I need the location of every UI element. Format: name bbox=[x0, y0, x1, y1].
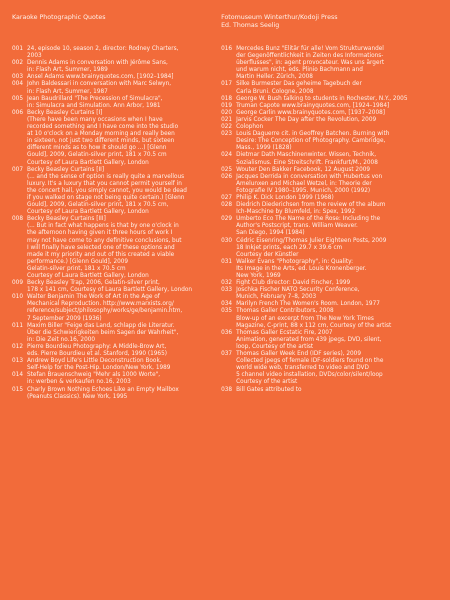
entry-number: 022 bbox=[221, 124, 233, 131]
entry-text: Silke Burmester Das geheime Tagebuch der Carla Bruni. Cologne, 2008 bbox=[236, 81, 362, 95]
entry bbox=[221, 96, 438, 103]
entry-text: Walter Benjamin The Work of Art in the Age of Mechanical Reproduction. http://www.marxists.org/ reference/subject/philosophy/works/ge/benjamin.htm, 7 September 2009 (1936) bbox=[27, 294, 183, 322]
entry bbox=[12, 387, 221, 401]
entry-columns bbox=[12, 46, 438, 401]
entry-number: 019 bbox=[221, 102, 233, 109]
entry bbox=[221, 195, 438, 202]
entry-text: Truman Capote www.brainyquotes.com, [1924–1984] bbox=[236, 102, 390, 109]
entry bbox=[12, 358, 221, 372]
entry-number: 033 bbox=[221, 287, 233, 294]
entry bbox=[12, 167, 221, 217]
entry-number: 010 bbox=[12, 294, 23, 301]
entry bbox=[12, 323, 221, 344]
entry-text: Dennis Adams in conversation with Jérôme Sans, in: Flash Art, Summer, 1989 bbox=[27, 60, 168, 74]
entry-text: Walker Evans "Photography", in: Quality: Its Image in the Arts, ed. Louis Kronenberger. New York, 1969 bbox=[236, 258, 367, 279]
entry bbox=[221, 280, 438, 287]
entry-text: Bill Gates attributed to bbox=[236, 386, 302, 393]
entry-number: 027 bbox=[221, 194, 233, 201]
entry-number: 032 bbox=[221, 280, 233, 287]
entry-number: 034 bbox=[221, 301, 233, 308]
entry-number: 007 bbox=[12, 166, 23, 173]
entry bbox=[221, 110, 438, 117]
entry-number: 002 bbox=[12, 60, 23, 67]
entry bbox=[221, 152, 438, 166]
entry-number: 013 bbox=[12, 358, 23, 365]
entry bbox=[221, 117, 438, 124]
entry-text: Thomas Galler Ecstatic Fire, 2007 Animation, generated from 439 jpegs, DVD, silent, loop, Courtesy of the artist bbox=[236, 329, 382, 350]
entry bbox=[221, 387, 438, 394]
right-column bbox=[221, 46, 438, 401]
entry-text: George W. Bush talking to students in Rochester, N.Y., 2005 bbox=[236, 95, 408, 102]
entry-number: 006 bbox=[12, 109, 23, 116]
entry bbox=[221, 259, 438, 280]
entry bbox=[221, 131, 438, 152]
entry-text: Umberto Eco The Name of the Rose: Including the Author's Postscript, trans. William Weaver. San Diego, 1994 (1984) bbox=[236, 216, 381, 237]
entry-text: Joschka Fischer NATO Security Conference, Munich, February 7–8, 2003 bbox=[236, 287, 360, 301]
entry-text: Mercedes Bunz "Elitär für alle! Vom Strukturwandel der Gegenöffentlichkeit in Zeiten des Informations- überflusses", in: agent provocateur. Was uns ärgert und warum nicht, eds. Plinio Bachmann and Martin Heller. Zürich, 2008 bbox=[236, 46, 385, 81]
entry-text: George Carlin www.brainyquotes.com, [1937–2008] bbox=[236, 109, 386, 116]
entry bbox=[12, 372, 221, 386]
entry-text: Maxim Biller "Feige das Land, schlapp die Literatur. Über die Schwierigkeiten beim Sagen der Wahrheit", in: Die Zeit no.16, 2000 bbox=[27, 322, 179, 343]
entry-number: 028 bbox=[221, 202, 233, 209]
entry-number: 024 bbox=[221, 152, 233, 159]
entry-number: 026 bbox=[221, 173, 233, 180]
entry bbox=[221, 287, 438, 301]
entry-text: Becky Beasley Trap, 2006, Gelatin-silver print, 178 x 141 cm, Courtesy of Laura Bartlett Gallery, London bbox=[27, 280, 193, 294]
entry-text: Dietmar Dath Maschinenwinter. Wissen, Technik, Sozialismus. Eine Streitschrift. Frankfurt/M., 2008 bbox=[236, 152, 378, 166]
entry-number: 020 bbox=[221, 109, 233, 116]
entry-number: 037 bbox=[221, 351, 233, 358]
entry bbox=[12, 46, 221, 60]
entry-number: 023 bbox=[221, 131, 233, 138]
entry-number: 030 bbox=[221, 237, 233, 244]
entry-text: Charly Brown Nothing Echoes Like an Empty Mailbox (Peanuts Classics). New York, 1995 bbox=[27, 386, 179, 400]
entry bbox=[221, 330, 438, 351]
entry bbox=[12, 280, 221, 294]
entry-number: 038 bbox=[221, 386, 233, 393]
entry bbox=[221, 301, 438, 308]
entry bbox=[221, 351, 438, 386]
entry bbox=[221, 174, 438, 195]
header-editor-line: Ed. Thomas Seelig bbox=[221, 22, 280, 29]
entry-number: 014 bbox=[12, 372, 23, 379]
entry-text: Becky Beasley Curtains [III] (... But in fact what happens is that by one o'clock in the afternoon having given it three hours of work I may not have come to any definitive conclusions, but I will finally have selected one of these options and made it my priority and out of this created a viable performance.) [Glenn Gould], 2009 Gelatin-silver print, 181 x 70.5 cm Courtesy of Laura Bartlett Gallery, London bbox=[27, 216, 182, 279]
entry bbox=[221, 308, 438, 329]
entry-number: 018 bbox=[221, 95, 233, 102]
entry-number: 012 bbox=[12, 343, 23, 350]
entry bbox=[12, 60, 221, 74]
entry-number: 036 bbox=[221, 329, 233, 336]
entry-text: Louis Daguerre cit. in Geoffrey Batchen. Burning with Desire: The Conception of Photography. Cambridge, Mass., 1999 (1828) bbox=[236, 131, 390, 152]
entry-text: Becky Beasley Curtains [II] (... and the sense of option is really quite a marvellous luxury. It's a luxury that you cannot permit yourself in the concert hall, you simply cannot, you would be dead if you walked on stage not being quite certain.) [Glenn Gould], 2009, Gelatin-silver print, 181 x 70.5 cm, Courtesy of Laura Bartlett Gallery, London bbox=[27, 166, 187, 216]
entry-text: Andrew Boyd Life's Little Deconstruction Book. Self-Help for the Post-Hip. London/New York, 1989 bbox=[27, 358, 171, 372]
entry bbox=[12, 74, 221, 81]
entry-text: Ansel Adams www.brainyquotes.com, [1902–1984] bbox=[27, 74, 174, 81]
entry bbox=[221, 46, 438, 81]
entry bbox=[12, 216, 221, 280]
entry bbox=[12, 81, 221, 95]
entry bbox=[221, 81, 438, 95]
entry bbox=[12, 96, 221, 110]
entry bbox=[221, 238, 438, 259]
entry-text: Thomas Galler Contributors, 2008 Blow-up of an excerpt from The New York Times Magazine, C-print, 88 x 112 cm, Courtesy of the artist bbox=[236, 308, 392, 329]
entry-text: Diedrich Diederichsen from the review of the album Ich-Maschine by Blumfeld, in: Spex, 1992 bbox=[236, 202, 386, 216]
entry-number: 035 bbox=[221, 308, 233, 315]
entry-number: 009 bbox=[12, 280, 23, 287]
entry-text: Cédric Eisenring/Thomas Julier Eighteen Posts, 2009 18 Inkjet prints, each 29.7 x 39.6 cm Courtesy der Künstler bbox=[236, 237, 387, 258]
entry-number: 005 bbox=[12, 95, 23, 102]
entry-number: 004 bbox=[12, 81, 23, 88]
left-column bbox=[12, 46, 221, 401]
entry-text: Wouter Den Bakker Facebook, 12 August 2009 bbox=[236, 166, 371, 173]
entry bbox=[12, 110, 221, 167]
entry-text: Fight Club director: David Fincher, 1999 bbox=[236, 280, 351, 287]
entry bbox=[221, 216, 438, 237]
entry-text: Pierre Bourdieu Photography: A Middle-Brow Art, eds. Pierre Bourdieu et al. Stanford, 1990 (1965) bbox=[27, 343, 167, 358]
entry-text: Marilyn French The Women's Room. London, 1977 bbox=[236, 301, 380, 308]
header-title: Karaoke Photographic Quotes bbox=[12, 14, 106, 21]
entry-number: 029 bbox=[221, 216, 233, 223]
header bbox=[12, 14, 438, 30]
header-publisher bbox=[221, 14, 438, 30]
entry-number: 015 bbox=[12, 386, 23, 393]
entry bbox=[12, 344, 221, 358]
entry-number: 011 bbox=[12, 322, 23, 329]
entry-number: 025 bbox=[221, 166, 233, 173]
entry-number: 001 bbox=[12, 46, 23, 52]
entry-number: 021 bbox=[221, 116, 233, 123]
entry-text: Jacques Derrida in conversation with Hubertus von Amelunxen and Michael Wetzel, in: Theorie der Fotografie IV 1980–1995. Munich, 2000 (1992) bbox=[236, 173, 383, 194]
entry-text: 24, episode 10, season 2, director: Rodney Charters, 2003 bbox=[27, 46, 179, 60]
entry-text: Jarvis Cocker The Day after the Revolution, 2009 bbox=[236, 116, 377, 123]
entry-text: John Baldessari in conversation with Marc Selwyn, in: Flash Art, Summer, 1987 bbox=[27, 81, 172, 95]
entry-text: Stefan Brauenschweig "Mehr als 1000 Worte", in: werben & verkaufen no.16, 2003 bbox=[27, 372, 161, 386]
entry-number: 008 bbox=[12, 216, 23, 223]
entry-text: Colophon bbox=[236, 124, 264, 131]
entry-number: 031 bbox=[221, 258, 233, 265]
entry bbox=[12, 294, 221, 322]
entry bbox=[221, 103, 438, 110]
entry-text: Philip K. Dick London 1999 (1968) bbox=[236, 194, 334, 201]
entry bbox=[221, 124, 438, 131]
entry-text: Becky Beasley Curtains [I] (There have been many occasions when I have recorded something and I have come into the studio at 10 o'clock on a Monday morning and really been in sixteen, not just two different minds, but sixteen different minds as to how it should go ...) [Glenn Gould], 2009, Gelatin-silver print, 181 x 70.5 cm Courtesy of Laura Bartlett Gallery, London bbox=[27, 109, 179, 166]
entry-text: Thomas Galler Week End (IDF series), 2009 Collected jpegs of female IDF-soldiers found on the world wide web, transferred to video and DVD 5 channel video installation, DVDs/color/silent/loop Courtesy of the artist bbox=[236, 351, 384, 386]
entry-number: 017 bbox=[221, 81, 233, 88]
entry-number: 016 bbox=[221, 46, 233, 52]
entry bbox=[221, 167, 438, 174]
header-publisher-line: Fotomuseum Winterthur/Kodoji Press bbox=[221, 14, 338, 21]
entry-text: Jean Baudrillard "The Precession of Simulacra", in: Simulacra and Simulation. Ann Arbor, 1981 bbox=[27, 95, 163, 109]
entry bbox=[221, 202, 438, 216]
entry-number: 003 bbox=[12, 74, 23, 81]
